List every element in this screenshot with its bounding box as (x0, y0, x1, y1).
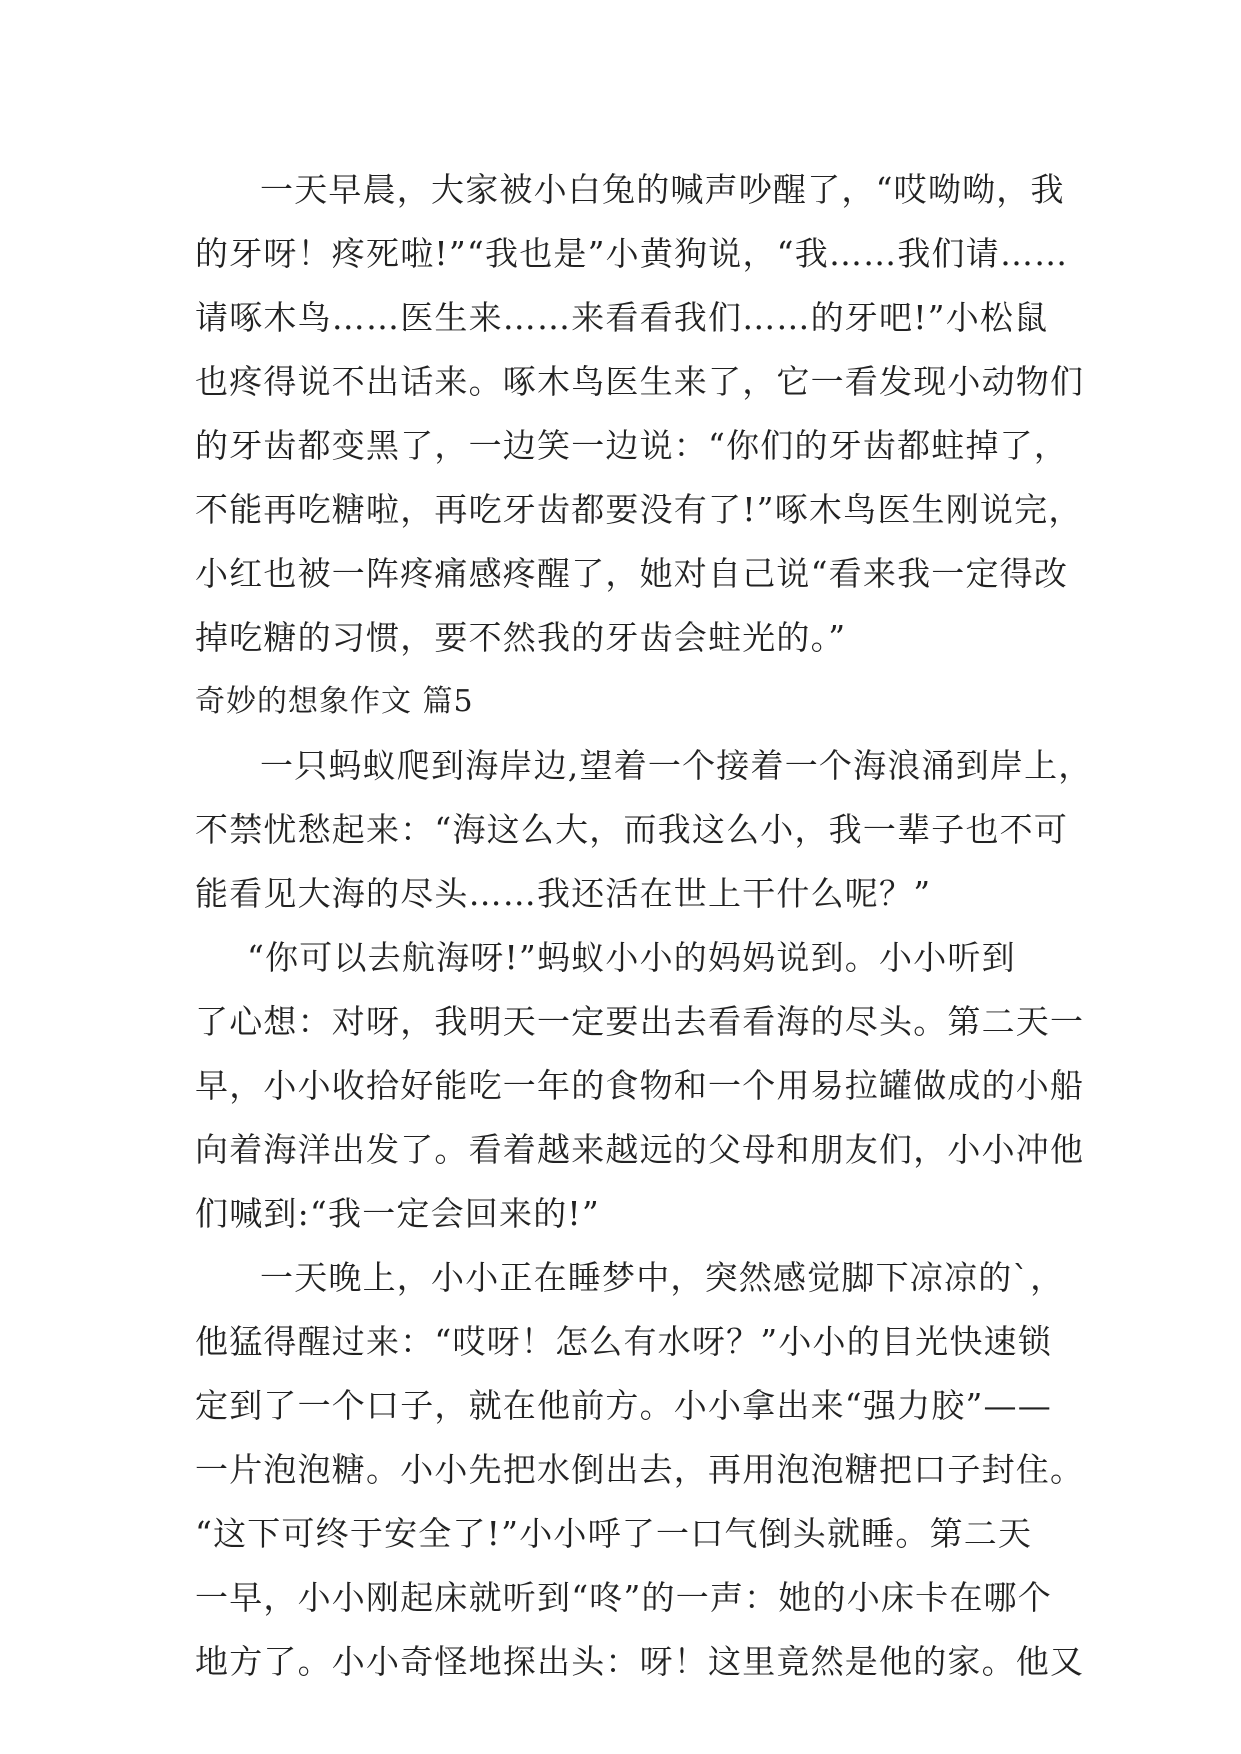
paragraph-4-line-3: 定到了一个口子，就在他前方。小小拿出来“强力胶”—— (195, 1386, 1052, 1425)
text-column (195, 158, 1093, 1694)
paragraph-1-line-3: 请啄木鸟……医生来……来看看我们……的牙吧!”小松鼠 (195, 298, 1049, 337)
paragraph-3-line-4: 向着海洋出发了。看着越来越远的父母和朋友们，小小冲他 (195, 1130, 1085, 1169)
paragraph-1-line-2: 的牙呀！疼死啦!”“我也是”小黄狗说，“我……我们请…… (195, 234, 1069, 273)
paragraph-3-line-3: 早，小小收拾好能吃一年的食物和一个用易拉罐做成的小船 (195, 1066, 1085, 1105)
paragraph-1-line-7: 小红也被一阵疼痛感疼醒了，她对自己说“看来我一定得改 (195, 554, 1069, 593)
paragraph-4-line-6: 一早，小小刚起床就听到“咚”的一声：她的小床卡在哪个 (195, 1578, 1052, 1617)
paragraph-4-line-2: 他猛得醒过来：“哎呀！怎么有水呀？”小小的目光快速锁 (195, 1322, 1052, 1361)
paragraph-2-line-1: 一只蚂蚁爬到海岸边,望着一个接着一个海浪涌到岸上， (260, 746, 1093, 785)
paragraph-3-line-5: 们喊到:“我一定会回来的!” (195, 1194, 600, 1233)
paragraph-2-line-3: 能看见大海的尽头……我还活在世上干什么呢？” (195, 874, 932, 913)
paragraph-1-line-1: 一天早晨，大家被小白兔的喊声吵醒了，“哎呦呦，我 (260, 170, 1065, 209)
paragraph-1-line-8: 掉吃糖的习惯，要不然我的牙齿会蛀光的。” (195, 618, 847, 657)
paragraph-1-line-5: 的牙齿都变黑了，一边笑一边说：“你们的牙齿都蛀掉了， (195, 426, 1069, 465)
paragraph-1-line-4: 也疼得说不出话来。啄木鸟医生来了，它一看发现小动物们 (195, 362, 1085, 401)
paragraph-4-line-4: 一片泡泡糖。小小先把水倒出去，再用泡泡糖把口子封住。 (195, 1450, 1085, 1489)
paragraph-4-line-7: 地方了。小小奇怪地探出头：呀！这里竟然是他的家。他又 (195, 1642, 1085, 1681)
paragraph-3-line-1: “你可以去航海呀!”蚂蚁小小的妈妈说到。小小听到 (247, 938, 1016, 977)
paragraph-1-line-6: 不能再吃糖啦，再吃牙齿都要没有了!”啄木鸟医生刚说完， (195, 490, 1083, 529)
section-heading: 奇妙的想象作文 篇5 (195, 684, 474, 719)
paragraph-3-line-2: 了心想：对呀，我明天一定要出去看看海的尽头。第二天一 (195, 1002, 1085, 1041)
paragraph-4-line-1: 一天晚上，小小正在睡梦中，突然感觉脚下凉凉的`， (260, 1258, 1065, 1297)
paragraph-2-line-2: 不禁忧愁起来：“海这么大，而我这么小，我一辈子也不可 (195, 810, 1069, 849)
paragraph-4-line-5: “这下可终于安全了!”小小呼了一口气倒头就睡。第二天 (195, 1514, 1033, 1553)
